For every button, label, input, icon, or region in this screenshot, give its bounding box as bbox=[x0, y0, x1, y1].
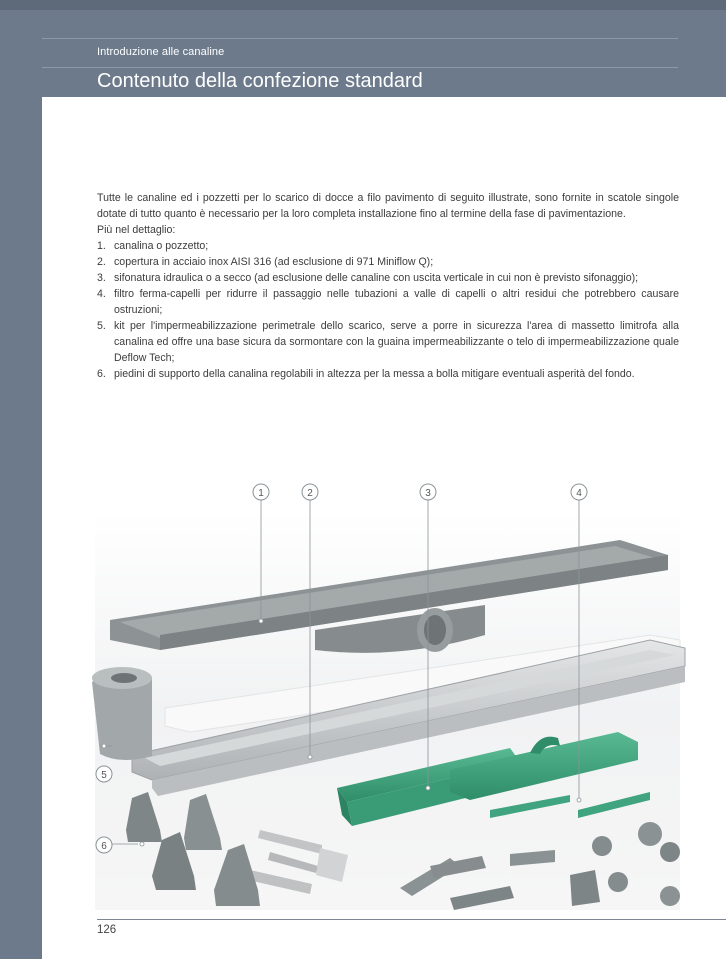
list-item bbox=[97, 366, 679, 382]
callout-badge-5 bbox=[96, 766, 112, 782]
list-text: canalina o pozzetto; bbox=[114, 240, 209, 252]
fitting-disc bbox=[660, 842, 680, 862]
footer-rule bbox=[97, 919, 726, 920]
list-item bbox=[97, 318, 679, 366]
callout-label: 4 bbox=[576, 488, 582, 499]
list-item bbox=[97, 238, 679, 254]
list-number: 4. bbox=[97, 288, 106, 300]
callout-badge-6 bbox=[96, 837, 112, 853]
list-text: copertura in acciaio inox AISI 316 (ad esclusione di 971 Miniflow Q); bbox=[114, 256, 434, 268]
callout-label: 2 bbox=[307, 488, 313, 499]
list-number: 6. bbox=[97, 368, 106, 380]
page-title: Contenuto della confezione standard bbox=[97, 70, 423, 92]
fitting-disc bbox=[592, 836, 612, 856]
list-number: 5. bbox=[97, 320, 106, 332]
callout-badge-4 bbox=[571, 484, 587, 500]
list-number: 3. bbox=[97, 272, 106, 284]
intro-subheading: Più nel dettaglio: bbox=[97, 224, 176, 236]
section-label: Introduzione alle canaline bbox=[97, 46, 225, 58]
callout-label: 6 bbox=[101, 841, 107, 852]
list-text: kit per l'impermeabilizzazione perimetrale dello scarico, serve a porre in sicurezza l'area di massetto limitrofa alla canalina ed offre una base sicura da sormontare con la guaina impermeabilizzante o telo di impermeabilizzazione quale Deflow Tech; bbox=[114, 320, 679, 364]
page-header bbox=[42, 10, 726, 97]
list-text: piedini di supporto della canalina regolabili in altezza per la messa a bolla mitigare eventuali asperità del fondo. bbox=[114, 368, 635, 380]
page-number: 126 bbox=[97, 924, 117, 936]
product-exploded-figure bbox=[90, 470, 726, 920]
fitting-disc bbox=[660, 886, 680, 906]
callout-label: 1 bbox=[258, 488, 264, 499]
header-rule-bottom bbox=[42, 67, 678, 68]
callout-label: 5 bbox=[101, 770, 107, 781]
contents-list bbox=[97, 238, 679, 382]
left-sidebar-bar bbox=[0, 0, 42, 959]
list-number: 1. bbox=[97, 240, 106, 252]
fitting-disc bbox=[638, 822, 662, 846]
callout-badge-2 bbox=[302, 484, 318, 500]
callout-badge-3 bbox=[420, 484, 436, 500]
list-text: filtro ferma-capelli per ridurre il passaggio nelle tubazioni a valle di capelli o altri residui che potrebbero causare ostruzioni; bbox=[114, 288, 679, 316]
list-item bbox=[97, 254, 679, 270]
list-text: sifonatura idraulica o a secco (ad esclusione delle canaline con uscita verticale in cui non è previsto sifonaggio); bbox=[114, 272, 639, 284]
list-item bbox=[97, 286, 679, 318]
header-rule-top bbox=[42, 38, 678, 39]
top-strip bbox=[0, 0, 726, 10]
list-item bbox=[97, 270, 679, 286]
intro-paragraph: Tutte le canaline ed i pozzetti per lo scarico di docce a filo pavimento di seguito illustrate, sono fornite in scatole singole dotate di tutto quanto è necessario per la loro completa installazione fino al termine della fase di pavimentazione. bbox=[97, 192, 679, 220]
callout-badge-1 bbox=[253, 484, 269, 500]
body-text bbox=[97, 190, 679, 382]
list-number: 2. bbox=[97, 256, 106, 268]
fitting-disc bbox=[608, 872, 628, 892]
callout-label: 3 bbox=[425, 488, 431, 499]
